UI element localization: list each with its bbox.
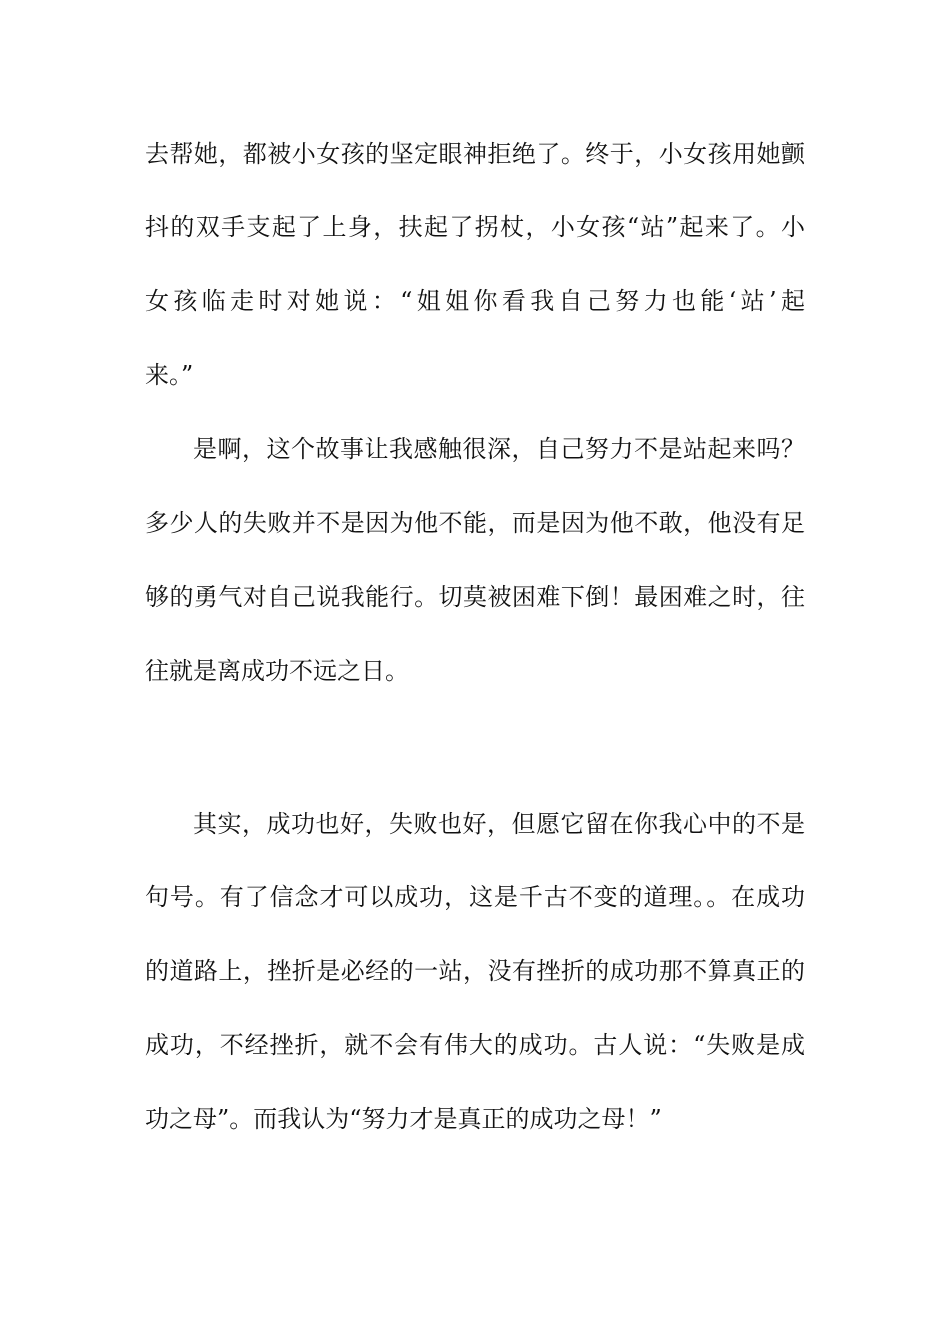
text-line: 句号。有了信念才可以成功，这是千古不变的道理。。在成功: [145, 883, 805, 911]
text-line: 的道路上，挫折是必经的一站，没有挫折的成功那不算真正的: [145, 957, 805, 985]
text-line: 抖的双手支起了上身，扶起了拐杖，小女孩“站”起来了。小: [145, 213, 805, 241]
text-line: 是啊，这个故事让我感触很深，自己努力不是站起来吗？: [193, 435, 805, 463]
text-line: 够的勇气对自己说我能行。切莫被困难下倒！最困难之时，往: [145, 583, 805, 611]
text-line: 其实，成功也好，失败也好，但愿它留在你我心中的不是: [193, 810, 805, 838]
text-line: 成功，不经挫折，就不会有伟大的成功。古人说：“失败是成: [145, 1031, 805, 1059]
text-line: 去帮她，都被小女孩的坚定眼神拒绝了。终于，小女孩用她颤: [145, 140, 805, 168]
text-line: 多少人的失败并不是因为他不能，而是因为他不敢，他没有足: [145, 509, 805, 537]
text-line: 功之母”。而我认为“努力才是真正的成功之母！”: [145, 1105, 662, 1133]
text-line: 往就是离成功不远之日。: [145, 657, 409, 685]
text-line: 来。”: [145, 361, 194, 389]
text-line: 女孩临走时对她说：“姐姐你看我自己努力也能‘站’起: [145, 287, 805, 315]
